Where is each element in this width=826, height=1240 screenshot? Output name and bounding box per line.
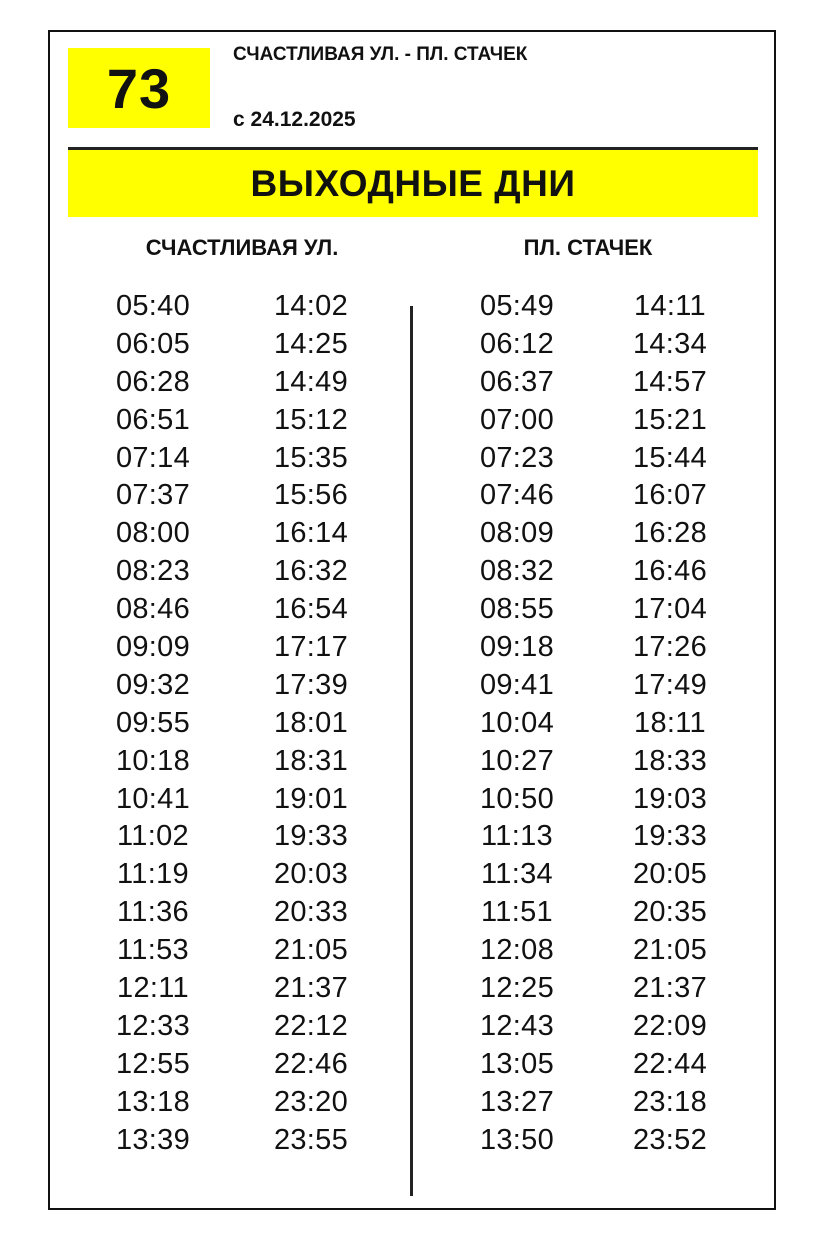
departure-time: 11:13 xyxy=(481,820,553,853)
departure-time: 15:44 xyxy=(632,441,708,474)
departure-time: 17:39 xyxy=(273,668,349,701)
departure-time: 14:34 xyxy=(632,327,708,360)
departures-column-2 xyxy=(246,288,376,1159)
departure-time: 12:11 xyxy=(117,972,189,1005)
departure-time: 06:28 xyxy=(115,365,191,398)
departure-time: 23:20 xyxy=(273,1085,349,1118)
departure-time: 11:51 xyxy=(481,896,553,929)
departure-time: 09:32 xyxy=(115,668,191,701)
departure-time: 15:12 xyxy=(273,403,349,436)
departure-time: 18:31 xyxy=(273,744,349,777)
departure-time: 20:35 xyxy=(632,896,708,929)
departure-time: 10:18 xyxy=(115,744,191,777)
departure-time: 20:33 xyxy=(273,896,349,929)
departure-time: 14:11 xyxy=(634,290,706,322)
departure-time: 13:18 xyxy=(115,1085,191,1118)
departure-time: 06:37 xyxy=(479,365,555,398)
departure-time: 19:01 xyxy=(273,782,349,815)
departure-time: 21:37 xyxy=(273,972,349,1005)
departure-time: 10:27 xyxy=(479,744,555,777)
departure-time: 17:17 xyxy=(273,631,349,664)
departure-time: 12:25 xyxy=(479,972,555,1005)
departure-time: 21:05 xyxy=(273,934,349,967)
departure-time: 07:00 xyxy=(479,403,555,436)
departure-time: 11:34 xyxy=(481,858,553,891)
departure-time: 22:09 xyxy=(632,1009,708,1042)
departure-time: 14:57 xyxy=(632,365,708,398)
departure-time: 16:54 xyxy=(273,593,349,626)
departure-time: 07:46 xyxy=(479,479,555,512)
departure-time: 12:33 xyxy=(115,1009,191,1042)
departure-time: 22:44 xyxy=(632,1047,708,1080)
departure-time: 20:03 xyxy=(273,858,349,891)
departure-time: 19:03 xyxy=(632,782,708,815)
departure-time: 21:37 xyxy=(632,972,708,1005)
departure-time: 09:18 xyxy=(479,631,555,664)
departure-time: 17:04 xyxy=(632,593,708,626)
departure-time: 11:36 xyxy=(117,896,189,929)
departure-time: 15:35 xyxy=(273,441,349,474)
departure-time: 13:39 xyxy=(115,1123,191,1156)
departure-time: 16:14 xyxy=(273,517,349,550)
departure-time: 08:23 xyxy=(115,555,191,588)
departure-time: 19:33 xyxy=(632,820,708,853)
departure-time: 18:01 xyxy=(273,706,349,739)
departure-time: 13:27 xyxy=(479,1085,555,1118)
departure-time: 14:49 xyxy=(273,365,349,398)
departure-time: 19:33 xyxy=(273,820,349,853)
departure-time: 13:05 xyxy=(479,1047,555,1080)
departure-time: 23:52 xyxy=(632,1123,708,1156)
departure-time: 16:28 xyxy=(632,517,708,550)
departure-time: 16:46 xyxy=(632,555,708,588)
day-type-title: ВЫХОДНЫЕ ДНИ xyxy=(250,162,576,204)
route-number: 73 xyxy=(106,56,172,120)
departure-time: 08:09 xyxy=(479,517,555,550)
departure-time: 12:55 xyxy=(115,1047,191,1080)
departure-time: 14:02 xyxy=(273,290,349,322)
departure-time: 15:21 xyxy=(632,403,708,436)
route-number-badge xyxy=(68,48,210,128)
stop-name-left: СЧАСТЛИВАЯ УЛ. xyxy=(145,235,339,260)
departure-time: 18:33 xyxy=(632,744,708,777)
departure-time: 20:05 xyxy=(632,858,708,891)
departure-time: 23:55 xyxy=(273,1123,349,1156)
departure-time: 06:05 xyxy=(115,327,191,360)
departure-time: 07:14 xyxy=(115,441,191,474)
departure-time: 09:41 xyxy=(479,668,555,701)
departure-time: 07:37 xyxy=(115,479,191,512)
departure-time: 05:49 xyxy=(479,290,555,322)
departures-column-1 xyxy=(88,288,218,1159)
departure-time: 14:25 xyxy=(273,327,349,360)
departure-time: 12:43 xyxy=(479,1009,555,1042)
departures-column-3 xyxy=(452,288,582,1159)
day-type-banner xyxy=(68,147,758,217)
departures-column-4 xyxy=(605,288,735,1159)
departure-time: 21:05 xyxy=(632,934,708,967)
departure-time: 10:41 xyxy=(115,782,191,815)
effective-date: с 24.12.2025 xyxy=(233,108,356,131)
departure-time: 17:26 xyxy=(632,631,708,664)
departure-time: 15:56 xyxy=(273,479,349,512)
departure-time: 08:55 xyxy=(479,593,555,626)
departure-time: 10:04 xyxy=(479,706,555,739)
departure-time: 11:02 xyxy=(117,820,189,853)
departure-time: 22:12 xyxy=(273,1009,349,1042)
departure-time: 18:11 xyxy=(634,706,706,739)
departure-time: 11:19 xyxy=(117,858,189,891)
departure-time: 08:00 xyxy=(115,517,191,550)
route-name: СЧАСТЛИВАЯ УЛ. - ПЛ. СТАЧЕК xyxy=(233,44,528,65)
departure-time: 16:32 xyxy=(273,555,349,588)
departure-time: 05:40 xyxy=(115,290,191,322)
departure-time: 06:12 xyxy=(479,327,555,360)
departure-time: 23:18 xyxy=(632,1085,708,1118)
departure-time: 06:51 xyxy=(115,403,191,436)
departure-time: 09:09 xyxy=(115,631,191,664)
departure-time: 11:53 xyxy=(117,934,189,967)
departure-time: 13:50 xyxy=(479,1123,555,1156)
departure-time: 12:08 xyxy=(479,934,555,967)
departure-time: 10:50 xyxy=(479,782,555,815)
departure-time: 07:23 xyxy=(479,441,555,474)
departure-time: 08:46 xyxy=(115,593,191,626)
departure-time: 09:55 xyxy=(115,706,191,739)
column-divider xyxy=(410,306,413,1196)
departure-time: 17:49 xyxy=(632,668,708,701)
departure-time: 08:32 xyxy=(479,555,555,588)
departure-time: 22:46 xyxy=(273,1047,349,1080)
departure-time: 16:07 xyxy=(632,479,708,512)
stop-name-right: ПЛ. СТАЧЕК xyxy=(523,235,653,260)
